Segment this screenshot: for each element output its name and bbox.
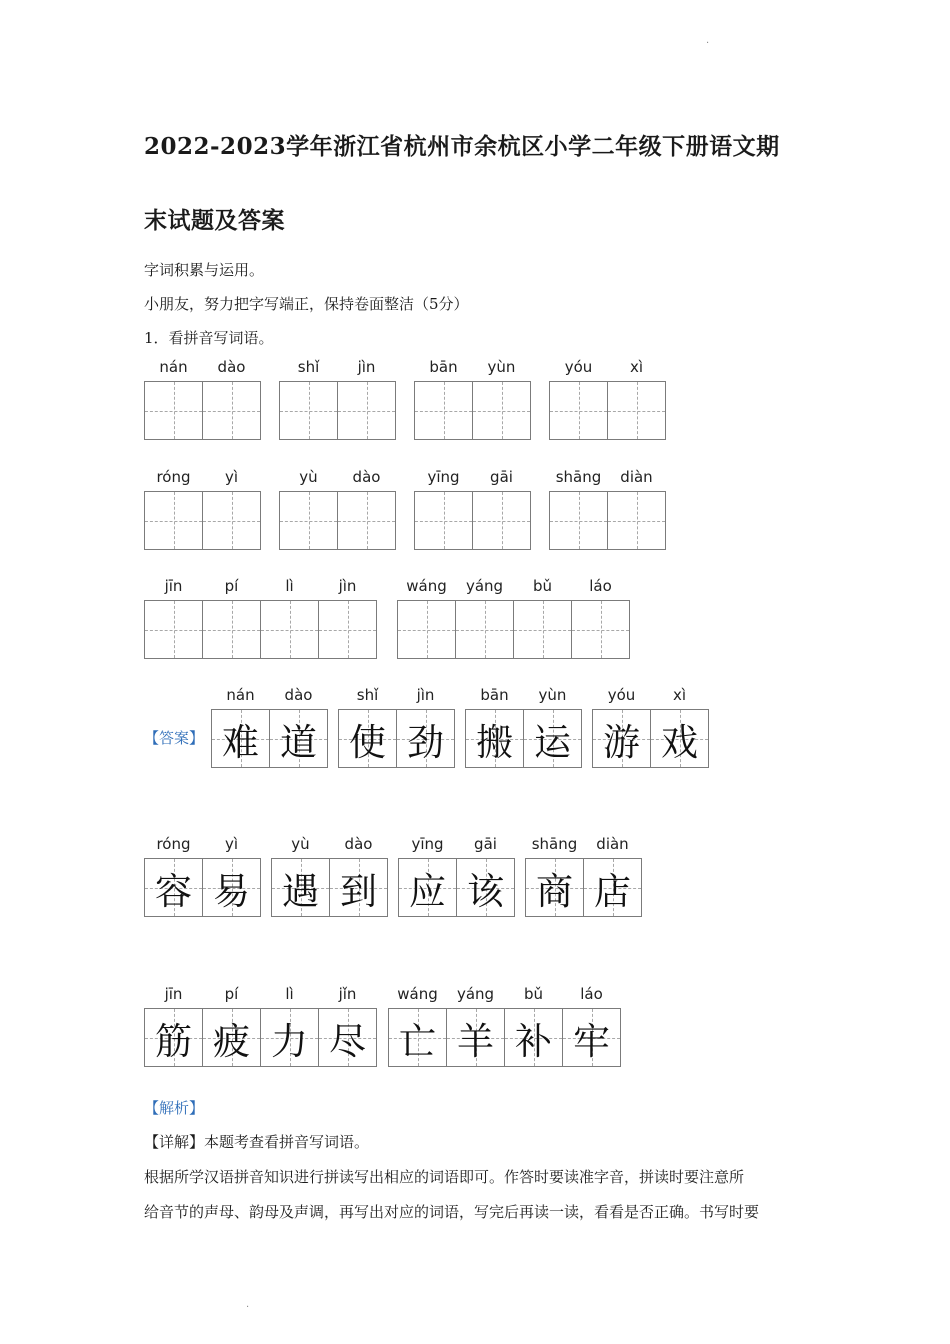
pinyin-label: dào bbox=[217, 358, 246, 376]
analysis-paragraph-line-1: 根据所学汉语拼音知识进行拼读写出相应的词语即可。作答时要读准字音，拼读时要注意所 bbox=[144, 1168, 745, 1186]
answer-cell bbox=[523, 686, 582, 768]
answer-character: 应 bbox=[409, 869, 446, 913]
pinyin-label: bān bbox=[429, 358, 458, 376]
pinyin-label: jīn bbox=[164, 577, 183, 595]
title-line-2: 末试题及答案 bbox=[144, 207, 285, 234]
answer-character: 使 bbox=[349, 720, 386, 764]
answer-character: 羊 bbox=[457, 1019, 494, 1063]
pinyin-label: bǔ bbox=[532, 577, 553, 595]
answer-cell bbox=[446, 985, 505, 1067]
pinyin-label: láo bbox=[580, 985, 603, 1003]
answer-cell bbox=[269, 686, 328, 768]
answer-cell bbox=[456, 835, 515, 917]
answer-cell bbox=[465, 686, 524, 768]
pinyin-label: diàn bbox=[620, 468, 653, 486]
answer-cell bbox=[211, 686, 270, 768]
pinyin-label: lì bbox=[285, 577, 294, 595]
pinyin-label: nán bbox=[159, 358, 188, 376]
instruction-text: 小朋友，努力把字写端正，保持卷面整洁（5分） bbox=[144, 295, 469, 313]
question-cell[interactable] bbox=[337, 468, 396, 550]
question-word bbox=[414, 468, 530, 550]
answer-word bbox=[398, 835, 514, 917]
answer-cell bbox=[202, 985, 261, 1067]
pinyin-label: jìn bbox=[357, 358, 376, 376]
answer-character: 运 bbox=[534, 720, 571, 764]
answer-character: 筋 bbox=[155, 1019, 192, 1063]
analysis-tag: 【解析】 bbox=[144, 1099, 205, 1117]
pinyin-label: yīng bbox=[427, 468, 460, 486]
answer-character: 易 bbox=[213, 869, 250, 913]
title-line-1: 2022-2023学年浙江省杭州市余杭区小学二年级下册语文期 bbox=[144, 133, 780, 160]
pinyin-label: láo bbox=[589, 577, 612, 595]
question-word bbox=[397, 577, 629, 659]
question-word bbox=[144, 468, 260, 550]
pinyin-label: yì bbox=[224, 835, 239, 853]
question-1: 1．看拼音写词语。 bbox=[144, 329, 274, 347]
question-cell[interactable] bbox=[397, 577, 456, 659]
pinyin-label: shāng bbox=[555, 468, 602, 486]
question-cell[interactable] bbox=[571, 577, 630, 659]
pinyin-label: wáng bbox=[406, 577, 447, 595]
pinyin-label: shǐ bbox=[297, 358, 320, 376]
question-word bbox=[549, 468, 665, 550]
answer-cell bbox=[260, 985, 319, 1067]
question-cell[interactable] bbox=[455, 577, 514, 659]
answer-character: 到 bbox=[340, 869, 377, 913]
pinyin-label: róng bbox=[156, 835, 191, 853]
question-cell[interactable] bbox=[279, 468, 338, 550]
answer-character: 补 bbox=[515, 1019, 552, 1063]
answer-word bbox=[465, 686, 581, 768]
pinyin-label: yù bbox=[299, 468, 318, 486]
pinyin-label: yóu bbox=[607, 686, 636, 704]
detail-text: 本题考查看拼音写词语。 bbox=[204, 1133, 370, 1151]
question-cell[interactable] bbox=[260, 577, 319, 659]
answer-word bbox=[144, 835, 260, 917]
question-cell[interactable] bbox=[549, 468, 608, 550]
answer-character: 搬 bbox=[476, 720, 513, 764]
pinyin-label: yùn bbox=[538, 686, 567, 704]
pinyin-label: jìn bbox=[416, 686, 435, 704]
answer-tag: 【答案】 bbox=[144, 729, 205, 747]
answer-cell bbox=[396, 686, 455, 768]
answer-cell bbox=[398, 835, 457, 917]
answer-character: 力 bbox=[271, 1019, 308, 1063]
question-cell[interactable] bbox=[202, 468, 261, 550]
pinyin-label: xì bbox=[629, 358, 644, 376]
pinyin-label: gāi bbox=[474, 835, 497, 853]
answer-cell bbox=[562, 985, 621, 1067]
question-word bbox=[279, 468, 395, 550]
pinyin-label: yù bbox=[291, 835, 310, 853]
answer-character: 游 bbox=[603, 720, 640, 764]
answer-character: 牢 bbox=[573, 1019, 610, 1063]
answer-character: 道 bbox=[280, 720, 317, 764]
question-cell[interactable] bbox=[472, 468, 531, 550]
pinyin-label: xì bbox=[672, 686, 687, 704]
answer-cell bbox=[329, 835, 388, 917]
answer-cell bbox=[271, 835, 330, 917]
pinyin-label: shǐ bbox=[356, 686, 379, 704]
question-word bbox=[279, 358, 395, 440]
answer-character: 遇 bbox=[282, 869, 319, 913]
answer-cell bbox=[525, 835, 584, 917]
pinyin-label: dào bbox=[352, 468, 381, 486]
pinyin-label: pí bbox=[224, 577, 239, 595]
question-cell[interactable] bbox=[414, 358, 473, 440]
detail-tag: 【详解】 bbox=[144, 1133, 205, 1151]
answer-word bbox=[271, 835, 387, 917]
analysis-paragraph-line-2: 给音节的声母、韵母及声调，再写出对应的词语，写完后再读一读，看看是否正确。书写时要 bbox=[144, 1203, 760, 1221]
pinyin-label: diàn bbox=[596, 835, 629, 853]
pinyin-label: jīn bbox=[164, 985, 183, 1003]
answer-character: 戏 bbox=[661, 720, 698, 764]
header-mark: · bbox=[706, 38, 710, 49]
question-cell[interactable] bbox=[318, 577, 377, 659]
answer-character: 商 bbox=[536, 869, 573, 913]
question-cell[interactable] bbox=[202, 577, 261, 659]
pinyin-label: yì bbox=[224, 468, 239, 486]
answer-character: 亡 bbox=[399, 1019, 436, 1063]
question-cell[interactable] bbox=[607, 468, 666, 550]
pinyin-label: lì bbox=[285, 985, 294, 1003]
answer-word bbox=[211, 686, 327, 768]
pinyin-label: dào bbox=[344, 835, 373, 853]
answer-cell bbox=[202, 835, 261, 917]
question-cell[interactable] bbox=[337, 358, 396, 440]
answer-character: 容 bbox=[155, 869, 192, 913]
answer-character: 尽 bbox=[329, 1019, 366, 1063]
question-word bbox=[144, 358, 260, 440]
question-word bbox=[549, 358, 665, 440]
answer-word bbox=[144, 985, 376, 1067]
answer-character: 劲 bbox=[407, 720, 444, 764]
footer-mark: · bbox=[246, 1302, 250, 1313]
answer-word bbox=[592, 686, 708, 768]
question-cell[interactable] bbox=[607, 358, 666, 440]
question-cell[interactable] bbox=[549, 358, 608, 440]
question-word bbox=[414, 358, 530, 440]
pinyin-label: jǐn bbox=[338, 985, 357, 1003]
answer-word bbox=[338, 686, 454, 768]
answer-cell bbox=[318, 985, 377, 1067]
pinyin-label: gāi bbox=[490, 468, 513, 486]
question-cell[interactable] bbox=[144, 358, 203, 440]
question-cell[interactable] bbox=[202, 358, 261, 440]
question-cell[interactable] bbox=[144, 468, 203, 550]
pinyin-label: shāng bbox=[531, 835, 578, 853]
pinyin-label: pí bbox=[224, 985, 239, 1003]
pinyin-label: yùn bbox=[487, 358, 516, 376]
answer-cell bbox=[388, 985, 447, 1067]
pinyin-label: bǔ bbox=[523, 985, 544, 1003]
detail-line bbox=[144, 1131, 369, 1152]
pinyin-label: dào bbox=[284, 686, 313, 704]
answer-cell bbox=[338, 686, 397, 768]
answer-word bbox=[525, 835, 641, 917]
question-cell[interactable] bbox=[513, 577, 572, 659]
question-cell[interactable] bbox=[279, 358, 338, 440]
pinyin-label: róng bbox=[156, 468, 191, 486]
pinyin-label: nán bbox=[226, 686, 255, 704]
question-cell[interactable] bbox=[472, 358, 531, 440]
question-cell[interactable] bbox=[144, 577, 203, 659]
answer-character: 该 bbox=[467, 869, 504, 913]
section-heading: 字词积累与运用。 bbox=[144, 261, 265, 279]
pinyin-label: yīng bbox=[411, 835, 444, 853]
answer-cell bbox=[592, 686, 651, 768]
pinyin-label: wáng bbox=[397, 985, 438, 1003]
question-cell[interactable] bbox=[414, 468, 473, 550]
answer-character: 疲 bbox=[213, 1019, 250, 1063]
answer-cell bbox=[144, 985, 203, 1067]
pinyin-label: jìn bbox=[338, 577, 357, 595]
answer-word bbox=[388, 985, 620, 1067]
pinyin-label: yóu bbox=[564, 358, 593, 376]
answer-character: 难 bbox=[222, 720, 259, 764]
pinyin-label: yáng bbox=[456, 985, 495, 1003]
answer-cell bbox=[144, 835, 203, 917]
answer-character: 店 bbox=[594, 869, 631, 913]
answer-cell bbox=[650, 686, 709, 768]
pinyin-label: yáng bbox=[465, 577, 504, 595]
question-word bbox=[144, 577, 376, 659]
answer-cell bbox=[583, 835, 642, 917]
answer-cell bbox=[504, 985, 563, 1067]
pinyin-label: bān bbox=[480, 686, 509, 704]
